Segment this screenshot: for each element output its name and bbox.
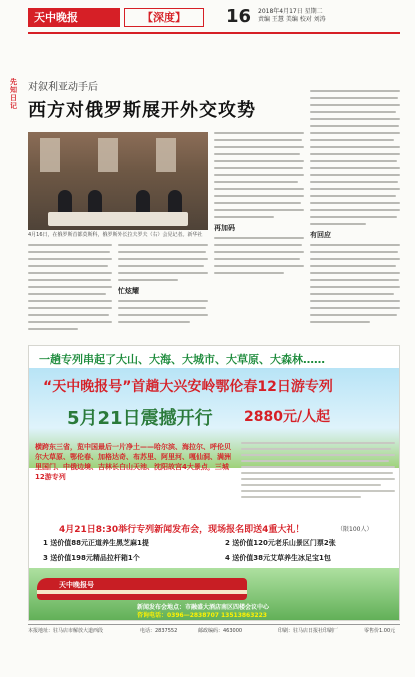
footer-postcode: 邮政编码：463000 [198, 628, 243, 634]
ad-event-announcement: 4月21日8:30举行专列新闻发布会，现场报名即送4重大礼！ [59, 525, 305, 535]
photo-window [40, 138, 60, 172]
dateline [258, 8, 398, 24]
footer-phone: 电话：2837552 [140, 628, 178, 634]
ad-price: 2880元/人起 [244, 409, 331, 425]
article-kicker: 对叙利亚动手后 [28, 82, 98, 93]
ad-event-limit: （限100人） [337, 526, 373, 533]
masthead-rule [28, 32, 400, 34]
ad-title: “天中晚报号”首趟大兴安岭鄂伦春12日游专列 [43, 379, 333, 395]
offer-item: 4 送价值38元艾草养生冰足宝1包 [225, 554, 331, 562]
page-footer [28, 624, 400, 634]
ad-route-description: 横跨东三省，览中国最后一片净土——哈尔滨、海拉尔、呼伦贝尔大草原、鄂伦春、加格达奇、布苏里、阿里河、嘎仙洞、满洲里国门、中俄边境、吉林长白山天池、沈阳故宫4大景点，三城12游专列 [35, 443, 231, 481]
article-column-3 [310, 90, 400, 328]
photo-caption: 4月16日，在俄罗斯首都莫斯科，俄罗斯外长拉夫罗夫（右）会见记者。新华社 [28, 232, 203, 238]
subhead-3: 有回应 [310, 231, 331, 239]
subhead-1: 忙炫耀 [118, 287, 139, 295]
photo-table [48, 212, 188, 226]
article-photo [28, 132, 208, 230]
footer-address: 本报地址：驻马店市解放大道西段 [28, 628, 104, 634]
article-column-1a [28, 244, 112, 335]
offer-item: 3 送价值198元精品拉杆箱1个 [43, 554, 140, 562]
article-column-1b [118, 244, 208, 328]
photo-window [156, 138, 176, 172]
editors-line: 责编 王慧 美编 校对 刘涛 [258, 16, 326, 23]
ad-departure-date: 5月21日震撼开行 [67, 408, 213, 429]
footer-price: 零售价1.00元 [364, 628, 396, 634]
ad-slogan-bar [29, 346, 400, 368]
photo-window [98, 138, 118, 172]
train-stripe [37, 590, 247, 594]
masthead [0, 0, 415, 36]
footer-printer: 印刷：驻马店日报社印刷厂 [278, 628, 339, 634]
page-number: 16 [226, 6, 252, 27]
ad-slogan: 一趟专列串起了大山、大海、大城市、大草原、大森林…… [39, 353, 325, 366]
article-headline: 西方对俄罗斯展开外交攻势 [28, 100, 256, 121]
subhead-2: 再加码 [214, 224, 235, 232]
ad-contact-phone: 咨询电话：0396—2838707 13513863223 [137, 612, 267, 619]
ad-contact-info [137, 604, 269, 620]
section-label: 【深度】 [124, 8, 204, 27]
offer-item: 1 送价值88元正道养生黑芝麻1提 [43, 539, 149, 547]
article-column-2 [214, 132, 304, 279]
train-logo: 天中晚报号 [59, 581, 94, 589]
side-column-label: 先知日记 [10, 78, 17, 110]
offer-item: 2 送价值120元老乐山景区门票2张 [225, 539, 336, 547]
ad-detail-text [241, 442, 395, 502]
train-tour-advertisement [28, 345, 400, 621]
newspaper-logo: 天中晚报 [28, 8, 120, 27]
issue-date: 2018年4月17日 星期二 [258, 8, 323, 15]
ad-contact-address: 新闻发布会地点：市融盛大酒店南区四楼会议中心 [137, 604, 270, 611]
